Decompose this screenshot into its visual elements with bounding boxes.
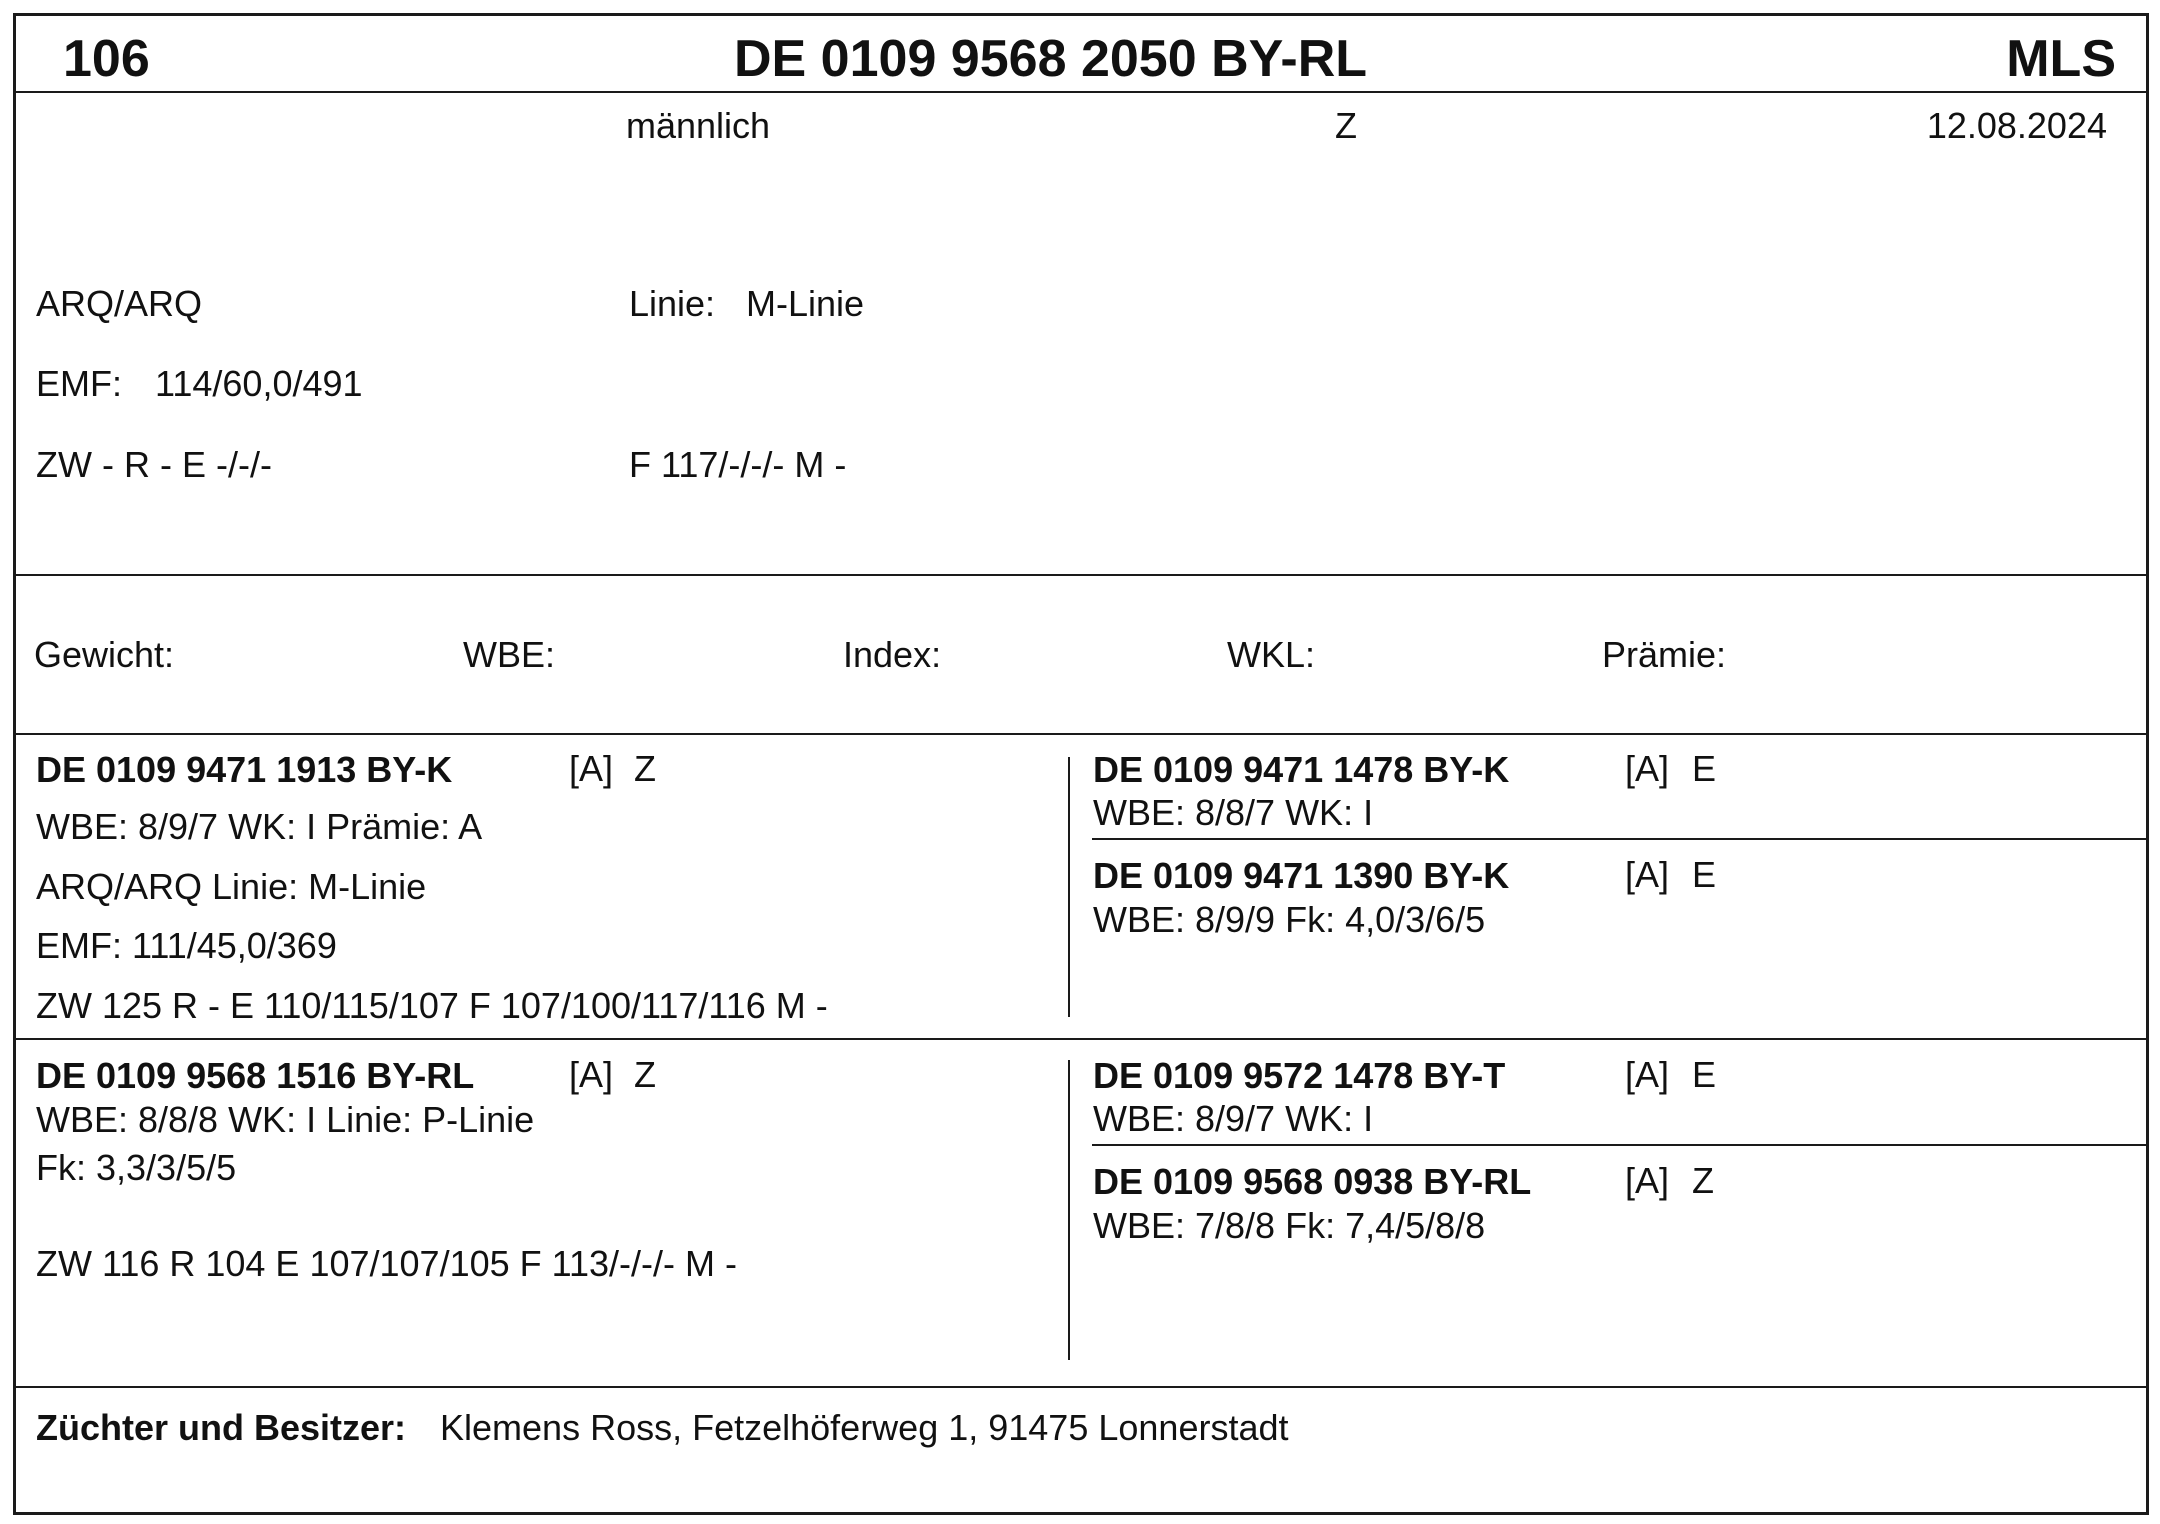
sire-dam-tag: [A] bbox=[1625, 854, 1670, 895]
date-value: 12.08.2024 bbox=[1926, 105, 2107, 146]
sire-column-divider bbox=[1068, 757, 1070, 1017]
sex-value: männlich bbox=[626, 105, 771, 146]
line-value: M-Linie bbox=[746, 283, 865, 324]
dam-dam-tag: [A] bbox=[1625, 1160, 1670, 1201]
breeding-value-left: ZW - R - E -/-/- bbox=[36, 444, 272, 485]
header-divider bbox=[13, 91, 2149, 93]
breeder-value: Klemens Ross, Fetzelhöferweg 1, 91475 Lonnerstadt bbox=[440, 1407, 1289, 1448]
sire-line-2: ARQ/ARQ Linie: M-Linie bbox=[36, 866, 427, 907]
animal-id: DE 0109 9568 2050 BY-RL bbox=[734, 30, 1368, 88]
sire-dam-id: DE 0109 9471 1390 BY-K bbox=[1093, 855, 1510, 896]
emf-label: EMF: bbox=[36, 363, 122, 404]
sire-grandparents-divider bbox=[1092, 838, 2149, 840]
wbe-label: WBE: bbox=[463, 634, 556, 675]
dam-status: Z bbox=[634, 1054, 656, 1095]
pedigree-divider bbox=[13, 1038, 2149, 1040]
dam-line-2: Fk: 3,3/3/5/5 bbox=[36, 1147, 237, 1188]
weight-label: Gewicht: bbox=[34, 634, 175, 675]
sire-line-4: ZW 125 R - E 110/115/107 F 107/100/117/116 M - bbox=[36, 985, 828, 1026]
sire-dam-line-1: WBE: 8/9/9 Fk: 4,0/3/6/5 bbox=[1093, 899, 1486, 940]
dam-tag: [A] bbox=[569, 1054, 614, 1095]
breeding-value-right: F 117/-/-/- M - bbox=[629, 444, 847, 485]
praemie-label: Prämie: bbox=[1602, 634, 1727, 675]
sire-dam-status: E bbox=[1692, 854, 1717, 895]
evaluation-divider bbox=[13, 733, 2149, 735]
sire-sire-id: DE 0109 9471 1478 BY-K bbox=[1093, 749, 1510, 790]
line-label: Linie: bbox=[629, 283, 716, 324]
emf-value: 114/60,0/491 bbox=[155, 363, 363, 404]
wkl-label: WKL: bbox=[1227, 634, 1316, 675]
dam-dam-status: Z bbox=[1692, 1160, 1714, 1201]
breed-code: MLS bbox=[2006, 30, 2116, 88]
dam-line-3: ZW 116 R 104 E 107/107/105 F 113/-/-/- M - bbox=[36, 1243, 737, 1284]
info-divider bbox=[13, 574, 2149, 576]
breeder-divider bbox=[13, 1386, 2149, 1388]
sire-status: Z bbox=[634, 748, 656, 789]
dam-id: DE 0109 9568 1516 BY-RL bbox=[36, 1055, 475, 1096]
dam-sire-status: E bbox=[1692, 1054, 1717, 1095]
breeder-label: Züchter und Besitzer: bbox=[36, 1407, 407, 1448]
dam-sire-line-1: WBE: 8/9/7 WK: I bbox=[1093, 1098, 1374, 1139]
sire-sire-status: E bbox=[1692, 748, 1717, 789]
dam-grandparents-divider bbox=[1092, 1144, 2149, 1146]
dam-column-divider bbox=[1068, 1060, 1070, 1360]
index-label: Index: bbox=[843, 634, 942, 675]
dam-sire-id: DE 0109 9572 1478 BY-T bbox=[1093, 1055, 1506, 1096]
sire-line-1: WBE: 8/9/7 WK: I Prämie: A bbox=[36, 806, 483, 847]
sire-tag: [A] bbox=[569, 748, 614, 789]
status-value: Z bbox=[1335, 105, 1357, 146]
sire-line-3: EMF: 111/45,0/369 bbox=[36, 925, 337, 966]
dam-dam-line-1: WBE: 7/8/8 Fk: 7,4/5/8/8 bbox=[1093, 1205, 1486, 1246]
sire-id: DE 0109 9471 1913 BY-K bbox=[36, 749, 453, 790]
dam-sire-tag: [A] bbox=[1625, 1054, 1670, 1095]
dam-line-1: WBE: 8/8/8 WK: I Linie: P-Linie bbox=[36, 1099, 535, 1140]
sire-sire-line-1: WBE: 8/8/7 WK: I bbox=[1093, 792, 1374, 833]
dam-dam-id: DE 0109 9568 0938 BY-RL bbox=[1093, 1161, 1532, 1202]
sire-sire-tag: [A] bbox=[1625, 748, 1670, 789]
catalog-number: 106 bbox=[63, 30, 150, 88]
genotype-value: ARQ/ARQ bbox=[36, 283, 203, 324]
